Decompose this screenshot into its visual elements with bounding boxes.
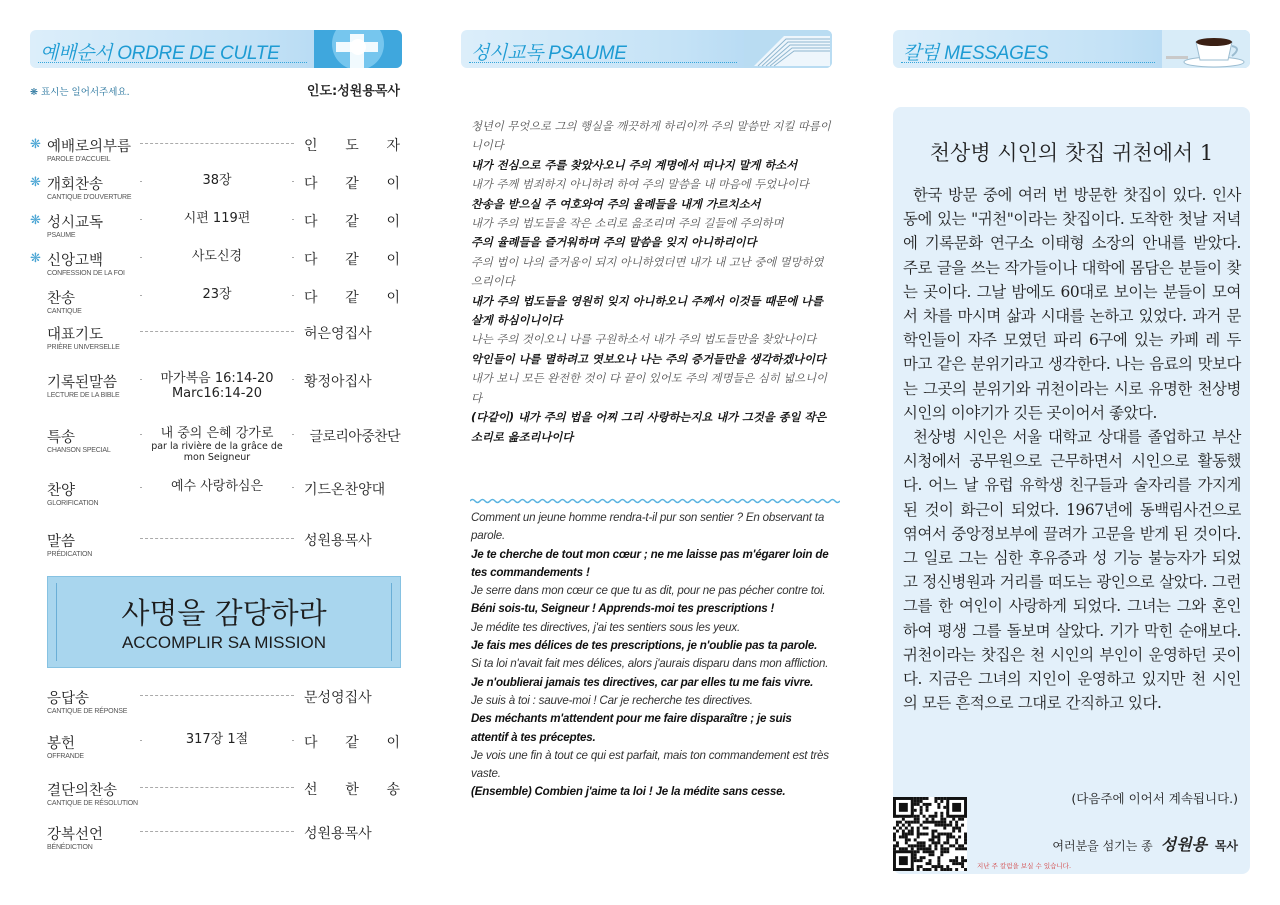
order-item-fr: PRIÈRE UNIVERSELLE [47,344,120,351]
column-title: 천상병 시인의 찻집 귀천에서 1 [929,141,1214,165]
psalm-header-title: 성시교독 PSAUME [471,43,627,64]
worship-header [30,30,402,68]
order-item-person: 황정아집사 [304,374,372,390]
standing-note: ❋ 표시는 일어서주세요. [30,87,130,98]
order-item-person: 허은영집사 [304,326,372,342]
order-row [30,286,402,326]
psalm-verse-leader: Je vois une fin à tout ce qui est parfait, mais ton commandement est très vaste. [471,748,829,781]
detail-main: 시편 119편 [183,211,251,226]
sermon-banner [47,576,401,668]
order-row [30,731,402,771]
order-item-ko: 결단의찬송 [47,783,118,799]
standing-star-icon: ❋ [30,213,41,228]
order-item-person: 성원용목사 [304,533,372,549]
detail-main: 예수 사랑하심은 [170,479,264,494]
dashed-leader [140,787,294,788]
order-item-detail [142,426,292,463]
psalm-verse-leader: 내가 보니 모든 완전한 것이 다 끝이 있어도 주의 계명들은 심히 넓으니이다 [471,372,827,405]
order-item-detail [142,479,292,494]
worship-column [30,30,402,68]
worship-header-title: 예배순서 ORDRE DE CULTE [40,43,280,64]
header-dotted-rule [901,62,1155,63]
psalm-verse-congregation: (Ensemble) Combien j'aime ta loi ! Je la médite sans cesse. [471,785,786,799]
psalm-verse-leader: Je serre dans mon cœur ce que tu as dit, pour ne pas pécher contre toi. [471,584,826,598]
psalm-verse-congregation: Béni sois-tu, Seigneur ! Apprends-moi tes prescriptions ! [471,602,775,616]
detail-main: 38장 [202,173,232,188]
order-row [30,248,402,288]
order-item-person: 성원용목사 [304,826,372,842]
order-item-fr: PAROLE D'ACCUEIL [47,156,111,163]
psalm-verse-leader: 나는 주의 것이오니 나를 구원하소서 내가 주의 법도들만을 찾았나이다 [471,333,817,347]
psalm-french-text [471,509,831,802]
psalm-korean-text [471,117,831,447]
messages-header [893,30,1250,68]
order-item-fr: CANTIQUE DE RÉPONSE [47,708,128,715]
psalm-verse-leader: Je suis à toi : sauve-moi ! Car je recherche tes directives. [471,693,753,707]
qr-code-icon[interactable] [893,797,967,871]
psalm-verse-congregation: Des méchants m'attendent pour me faire disparaître ; je suis attentif à tes préceptes. [471,712,792,744]
detail-sub: Marc16:14-20 [171,386,263,401]
order-item-fr: CANTIQUE [47,308,82,315]
psalm-verse-congregation: 내가 주의 법도들을 영원히 잊지 아니하오니 주께서 이것들 때문에 나를 살게 하심이니이다 [471,294,823,328]
messages-header-title: 칼럼 MESSAGES [903,43,1049,64]
order-row [30,134,402,174]
dashed-leader [140,695,294,696]
detail-main: 23장 [202,287,232,302]
order-item-ko: 신앙고백 [47,253,104,269]
order-item-fr: PSAUME [47,232,76,239]
order-item-ko: 개회찬송 [47,177,104,193]
psalm-verse-leader: Si ta loi n'avait fait mes délices, alors j'aurais disparu dans mon affliction. [471,657,829,671]
order-item-ko: 강복선언 [47,827,104,843]
detail-sub: par la rivière de la grâce de mon Seigneur [151,441,283,463]
order-item-ko: 성시교독 [47,215,104,231]
order-item-ko: 대표기도 [47,327,104,343]
order-item-detail [142,287,292,302]
order-item-detail [142,173,292,188]
dashed-leader [140,143,294,144]
column-body [903,183,1241,715]
psalm-verse-congregation: 주의 율례들을 즐거워하며 주의 말씀을 잊지 아니하리이다 [471,236,757,250]
order-row [30,210,402,250]
column-message-box [893,107,1250,874]
psalm-verse-leader: 주의 법이 나의 즐거움이 되지 아니하였더면 내가 내 고난 중에 멸망하였으리이다 [471,255,824,289]
order-item-person: 선 한 송 [304,782,400,798]
order-item-person: 글로리아중찬단 [309,429,400,445]
worship-note-row [30,80,402,100]
dashed-leader [140,538,294,539]
order-item-person: 다 같 이 [304,252,400,268]
detail-main: 317장 1절 [185,732,249,747]
order-item-ko: 응답송 [47,691,90,707]
signature-name: 성원용 [1160,835,1207,854]
order-row [30,529,402,569]
qr-note: 지난 주 칼럼을 보실 수 있습니다. [977,862,1072,870]
order-row [30,778,402,818]
order-item-fr: CONFESSION DE LA FOI [47,270,125,277]
psalm-verse-congregation: 내가 전심으로 주를 찾았사오니 주의 계명에서 떠나지 말게 하소서 [471,158,798,172]
header-dotted-rule [469,62,737,63]
coffee-cup-icon [1162,30,1250,68]
messages-column [893,30,1250,68]
sign-prefix: 여러분을 섬기는 종 [1052,839,1153,853]
order-item-detail [142,211,292,226]
order-row [30,478,402,518]
order-item-detail [142,249,292,264]
open-book-icon [744,30,832,68]
pastor-signature [1052,832,1238,855]
order-row [30,322,402,362]
order-item-fr: GLORIFICATION [47,500,99,507]
order-row [30,822,402,862]
dashed-leader [140,831,294,832]
order-row [30,370,402,410]
psalm-verse-leader: Je médite tes directives, j'ai tes sentiers sous les yeux. [471,620,740,634]
standing-star-icon: ❋ [30,175,41,190]
order-item-person: 다 같 이 [304,290,400,306]
order-row [30,686,402,726]
header-dotted-rule [38,62,307,63]
psalm-verse-leader: 청년이 무엇으로 그의 행실을 깨끗하게 하리이까 주의 말씀만 지킬 따름이니이다 [471,120,831,153]
order-row [30,425,402,465]
order-item-person: 다 같 이 [304,735,400,751]
detail-main: 내 중의 은혜 강가로 [160,426,274,441]
order-item-fr: OFFRANDE [47,753,84,760]
signature-title: 목사 [1214,839,1238,853]
order-item-person: 다 같 이 [304,176,400,192]
order-item-detail [142,371,292,401]
order-item-ko: 찬송 [47,291,76,307]
psalm-verse-congregation: 악인들이 나를 멸하려고 엿보오나 나는 주의 증거들만을 생각하겠나이다 [471,352,826,366]
detail-main: 마가복음 16:14-20 [160,371,274,386]
psalm-verse-leader: 내가 주께 범죄하지 아니하려 하여 주의 말씀을 내 마음에 두었나이다 [471,178,809,192]
order-item-fr: BÉNÉDICTION [47,844,93,851]
cross-light-icon [314,30,402,68]
order-item-fr: LECTURE DE LA BIBLE [47,392,120,399]
sermon-title-ko: 사명을 감당하라 [121,596,327,630]
worship-leader: 인도:성원용목사 [306,84,400,99]
psalm-verse-congregation: Je n'oublierai jamais tes directives, car par elles tu me fais vivre. [471,675,814,689]
psalm-verse-congregation: Je te cherche de tout mon cœur ; ne me laisse pas m'égarer loin de tes commandements ! [471,547,829,579]
column-paragraph: 한국 방문 중에 여러 번 방문한 찻집이 있다. 인사동에 있는 "귀천"이라는 찻집이다. 도착한 첫날 저녁에 기록문화 연구소 이태형 소장의 안내를 받았다. 주로 글을 쓰는 작가들이나 대학에 몸담은 분들이 찾는 곳이다. 그날 밤에도 60대로 보이는 분들이 모여서 차를 마시며 삶과 시대를 논하고 있었다. 과거 문학인들이 자주 모였던 파리 6구에 있는 카페 레 두 마고 같은 분위기라고 생각한다. 나는 음료의 맛보다는 그곳의 분위기와 귀천이라는 시로 유명한 천상병 시인의 이야기가 깃든 곳이어서 좋았다. [903,186,1241,422]
psalm-verse-congregation: Je fais mes délices de tes prescriptions, je n'oublie pas ta parole. [471,639,818,653]
order-item-ko: 특송 [47,430,76,446]
order-item-ko: 봉헌 [47,736,76,752]
psalm-verse-congregation: (다같이) 내가 주의 법을 어찌 그리 사랑하는지요 내가 그것을 종일 작은 소리로 읊조리나이다 [471,411,827,444]
wave-divider [470,498,840,504]
psalm-verse-congregation: 찬송을 받으실 주 여호와여 주의 율례들을 내게 가르치소서 [471,197,761,211]
detail-main: 사도신경 [191,249,243,264]
psalm-header [461,30,832,68]
column-paragraph: 천상병 시인은 서울 대학교 상대를 졸업하고 부산 시청에서 공무원으로 근무하면서 시인으로 활동했다. 어느 날 유럽 유학생 친구들과 술자리를 가지게 된 것이 화근이 되었다. 1967년에 동백림사건으로 엮여서 중앙정보부에 끌려가 고문을 받게 된 것이다. 그 일로 그는 심한 후유증과 성 기능 불능자가 되었고 정신병원과 거리를 떠도는 광인으로 살았다. 그런 그를 한 여인이 사랑하게 되었다. 그녀는 그와 혼인하여 평생 그를 돌보며 살았다. 기가 막힌 순애보다. 귀천이라는 찻집은 천 시인의 부인이 운영하던 곳이다. 지금은 그녀의 지인이 운영하고 있지만 천 시인의 모든 흔적으로 그대로 간직하고 있다. [903,428,1241,713]
order-item-fr: CHANSON SPECIAL [47,447,111,454]
order-row [30,172,402,212]
standing-star-icon: ❋ [30,137,41,152]
psalm-column [461,30,832,68]
continued-note: (다음주에 이어서 계속됩니다.) [1071,791,1238,806]
dashed-leader [140,331,294,332]
standing-star-icon: ❋ [30,251,41,266]
order-item-person: 다 같 이 [304,214,400,230]
order-item-fr: CANTIQUE DE RÉSOLUTION [47,800,138,807]
sermon-title-fr: ACCOMPLIR SA MISSION [121,633,327,652]
order-item-ko: 찬양 [47,483,76,499]
order-item-ko: 예배로의부름 [47,139,132,155]
psalm-verse-leader: Comment un jeune homme rendra-t-il pur son sentier ? En observant ta parole. [471,511,825,543]
order-item-person: 기드온찬양대 [304,482,386,498]
psalm-verse-leader: 내가 주의 법도들을 작은 소리로 읊조리며 주의 길들에 주의하며 [471,217,784,231]
order-item-fr: CANTIQUE D'OUVERTURE [47,194,132,201]
order-item-ko: 기록된말씀 [47,375,118,391]
order-item-detail [142,732,292,747]
order-item-fr: PRÉDICATION [47,551,93,558]
order-item-person: 인 도 자 [304,138,400,154]
order-item-ko: 말씀 [47,534,76,550]
order-item-person: 문성영집사 [304,690,372,706]
